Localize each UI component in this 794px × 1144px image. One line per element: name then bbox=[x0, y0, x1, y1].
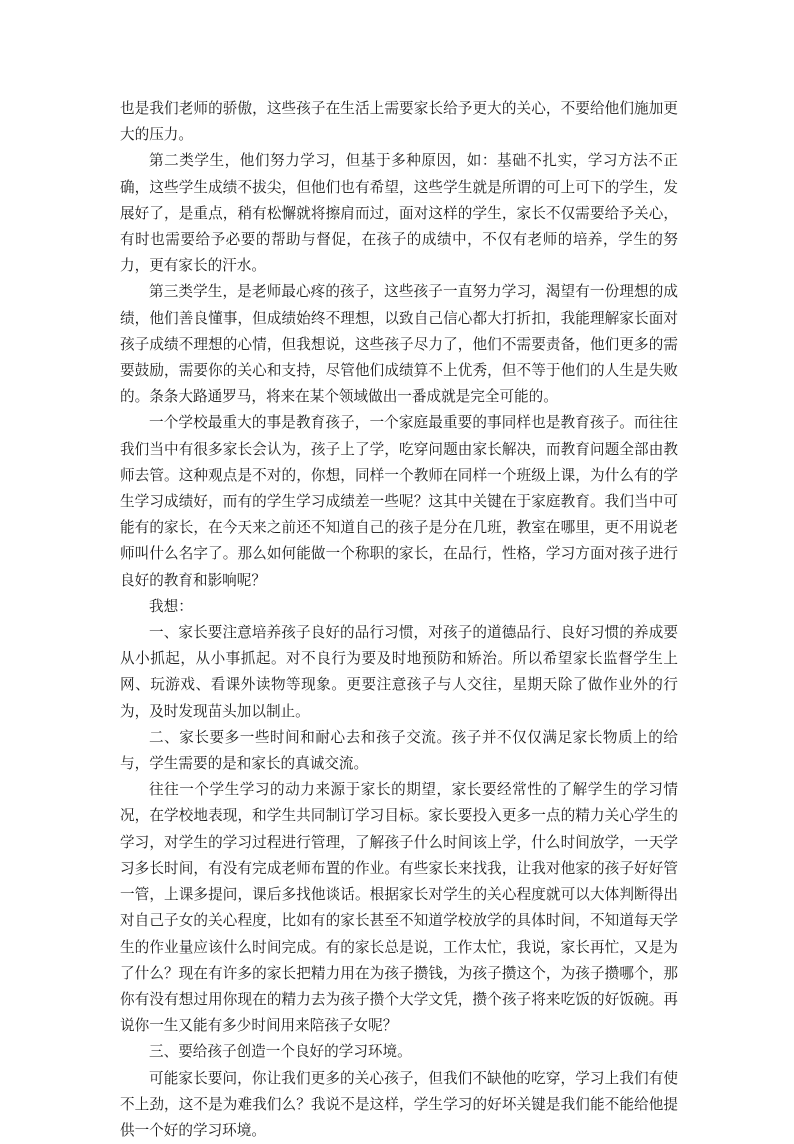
paragraph-2: 第二类学生，他们努力学习，但基于多种原因，如：基础不扎实，学习方法不正确，这些学生成绩不拔尖，但他们也有希望，这些学生就是所谓的可上可下的学生，发展好了，是重点，稍有松懈就将擦肩而过，面对这样的学生，家长不仅需要给予关心，有时也需要给予必要的帮助与督促，在孩子的成绩中，不仅有老师的培养，学生的努力，更有家长的汗水。 bbox=[120, 152, 678, 275]
paragraph-9: 三、要给孩子创造一个良好的学习环境。 bbox=[149, 1043, 412, 1061]
paragraph-6: 一、家长要注意培养孩子良好的品行习惯，对孩子的道德品行、良好习惯的养成要从小抓起，从小事抓起。对不良行为要及时地预防和矫治。所以希望家长监督学生上网、玩游戏、看课外读物等现象。更要注意孩子与人交往，星期天除了做作业外的行为，及时发现苗头加以制止。 bbox=[120, 624, 678, 720]
paragraph-10: 可能家长要问，你让我们更多的关心孩子，但我们不缺他的吃穿，学习上我们有使不上劲，这不是为难我们么？我说不是这样，学生学习的好坏关键是我们能不能给他提供一个好的学习环境。 bbox=[120, 1069, 678, 1139]
paragraph-5: 我想： bbox=[149, 597, 193, 615]
paragraph-7: 二、家长要多一些时间和耐心去和孩子交流。孩子并不仅仅满足家长物质上的给与，学生需要的是和家长的真诚交流。 bbox=[120, 728, 678, 773]
paragraph-8: 往往一个学生学习的动力来源于家长的期望，家长要经常性的了解学生的学习情况，在学校地表现，和学生共同制订学习目标。家长要投入更多一点的精力关心学生的学习，对学生的学习过程进行管理，了解孩子什么时间该上学，什么时间放学，一天学习多长时间，有没有完成老师布置的作业。有些家长来找我，让我对他家的孩子好好管一管，上课多提问，课后多找他谈话。根据家长对学生的关心程度就可以大体判断得出对自己子女的关心程度，比如有的家长甚至不知道学校放学的具体时间，不知道每天学生的作业量应该什么时间完成。有的家长总是说，工作太忙，我说，家长再忙，又是为了什么？现在有许多的家长把精力用在为孩子攒钱，为孩子攒这个，为孩子攒哪个，那你有没有想过用你现在的精力去为孩子攒个大学文凭，攒个孩子将来吃饭的好饭碗。再说你一生又能有多少时间用来陪孩子女呢？ bbox=[120, 781, 678, 1035]
paragraph-3: 第三类学生，是老师最心疼的孩子，这些孩子一直努力学习，渴望有一份理想的成绩，他们善良懂事，但成绩始终不理想，以致自己信心都大打折扣，我能理解家长面对孩子成绩不理想的心情，但我想说，这些孩子尽力了，他们不需要责备，他们更多的需要鼓励，需要你的关心和支持，尽管他们成绩算不上优秀，但不等于他们的人生是失败的。条条大路通罗马，将来在某个领域做出一番成就是完全可能的。 bbox=[120, 283, 678, 406]
paragraph-4: 一个学校最重大的事是教育孩子，一个家庭最重要的事同样也是教育孩子。而往往我们当中有很多家长会认为，孩子上了学，吃穿问题由家长解决，而教育问题全部由教师去管。这种观点是不对的，你想，同样一个教师在同样一个班级上课，为什么有的学生学习成绩好，而有的学生学习成绩差一些呢？这其中关键在于家庭教育。我们当中可能有的家长，在今天来之前还不知道自己的孩子是分在几班，教室在哪里，更不用说老师叫什么名字了。那么如何能做一个称职的家长，在品行，性格，学习方面对孩子进行良好的教育和影响呢？ bbox=[120, 414, 678, 589]
paragraph-1: 也是我们老师的骄傲，这些孩子在生活上需要家长给予更大的关心，不要给他们施加更大的压力。 bbox=[120, 100, 678, 144]
document-page bbox=[120, 96, 678, 1144]
